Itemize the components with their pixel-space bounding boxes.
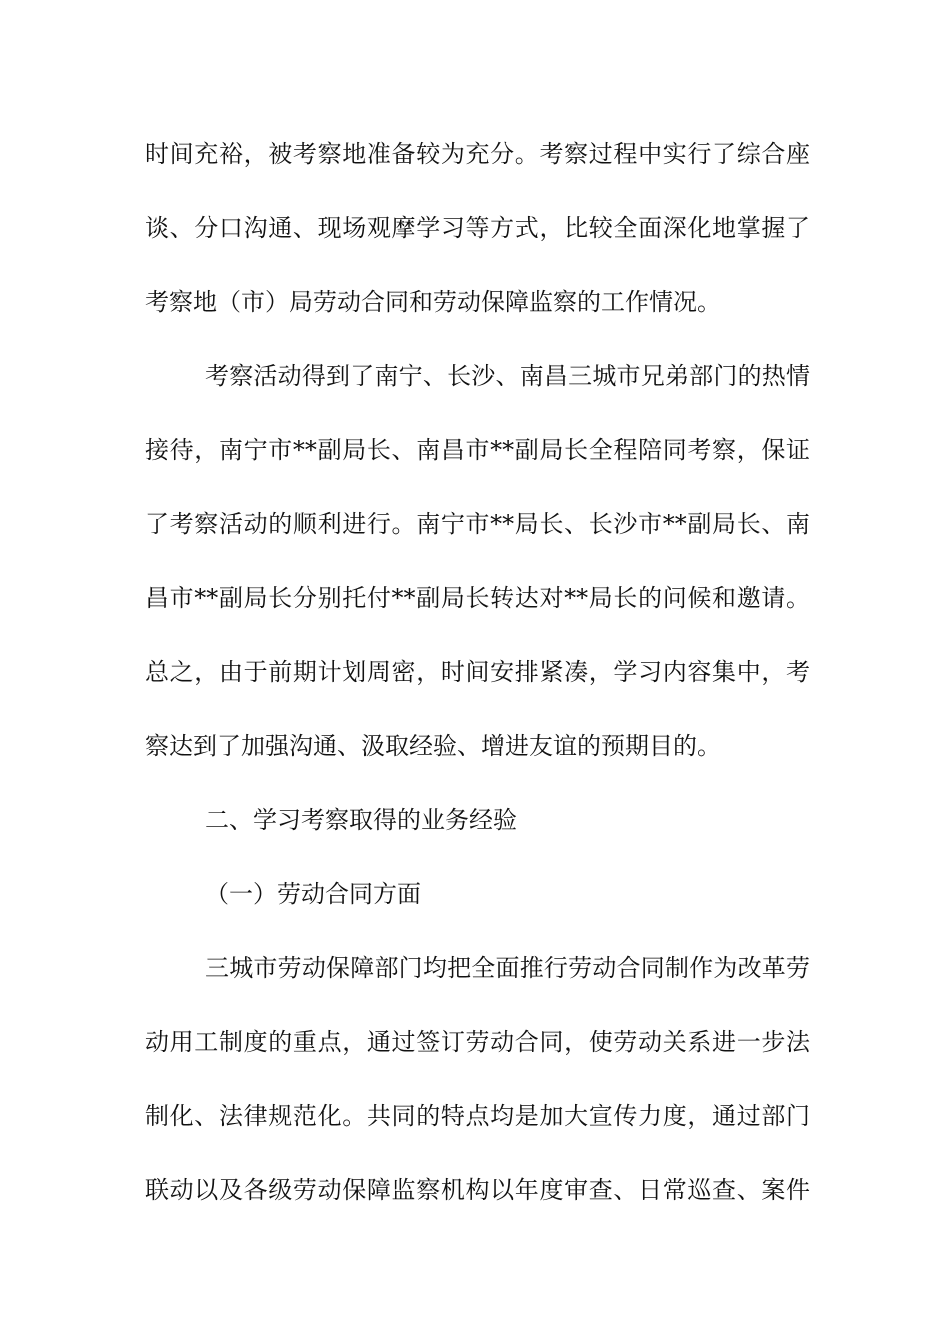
paragraph-line-2: 谈、分口沟通、现场观摩学习等方式，比较全面深化地掌握了	[145, 214, 810, 242]
paragraph-line-4: 考察活动得到了南宁、长沙、南昌三城市兄弟部门的热情	[205, 362, 810, 390]
paragraph-line-8: 总之，由于前期计划周密，时间安排紧凑，学习内容集中，考	[145, 658, 810, 686]
paragraph-line-3: 考察地（市）局劳动合同和劳动保障监察的工作情况。	[145, 288, 721, 316]
paragraph-line-6: 了考察活动的顺利进行。南宁市**局长、长沙市**副局长、南	[145, 510, 810, 538]
paragraph-line-1: 时间充裕，被考察地准备较为充分。考察过程中实行了综合座	[145, 140, 810, 168]
subsection-heading: （一）劳动合同方面	[205, 880, 421, 908]
paragraph-line-14: 制化、法律规范化。共同的特点均是加大宣传力度，通过部门	[145, 1102, 810, 1130]
paragraph-line-9: 察达到了加强沟通、汲取经验、增进友谊的预期目的。	[145, 732, 721, 760]
paragraph-line-15: 联动以及各级劳动保障监察机构以年度审查、日常巡查、案件	[145, 1176, 810, 1204]
paragraph-line-5: 接待，南宁市**副局长、南昌市**副局长全程陪同考察，保证	[145, 436, 810, 464]
section-heading: 二、学习考察取得的业务经验	[205, 806, 517, 834]
paragraph-line-12: 三城市劳动保障部门均把全面推行劳动合同制作为改革劳	[205, 954, 810, 982]
paragraph-line-7: 昌市**副局长分别托付**副局长转达对**局长的问候和邀请。	[145, 584, 810, 612]
paragraph-line-13: 动用工制度的重点，通过签订劳动合同，使劳动关系进一步法	[145, 1028, 810, 1056]
